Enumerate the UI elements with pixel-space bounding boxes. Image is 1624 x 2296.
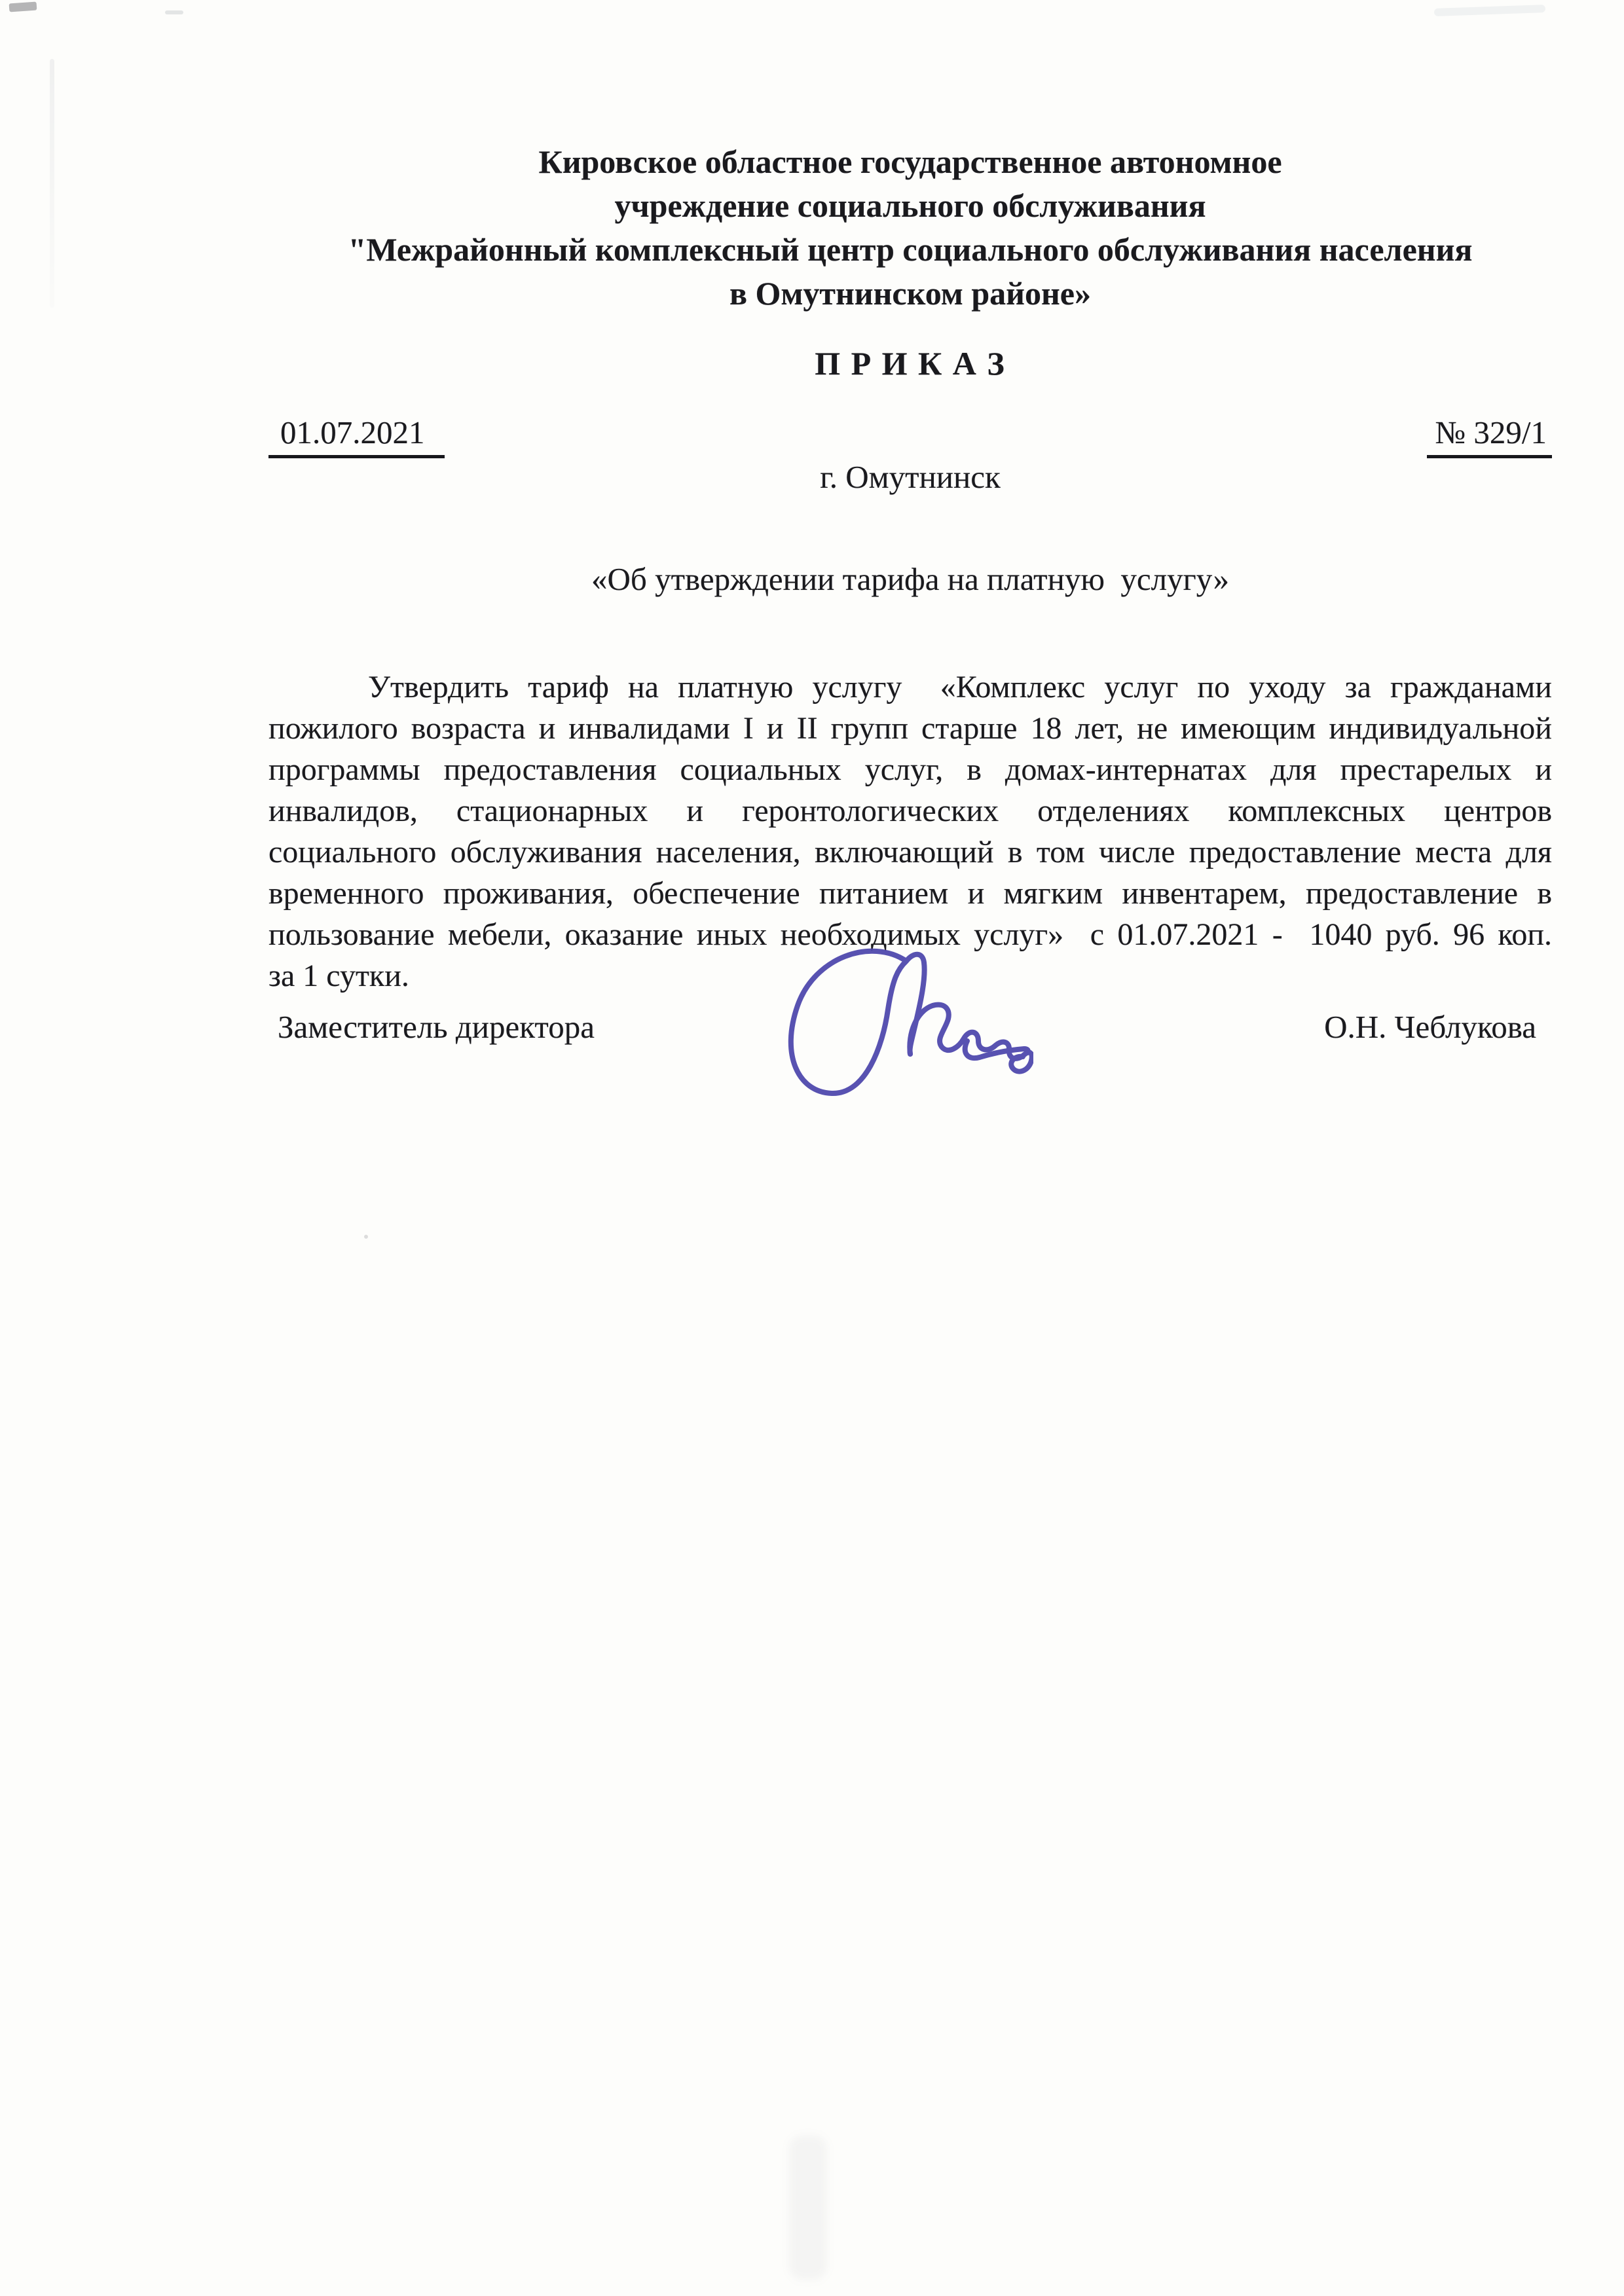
signatory-name: О.Н. Чеблукова — [1324, 1009, 1536, 1045]
order-text-line: временного проживания, обеспечение питанием и мягким инвентарем, предоставление в — [268, 876, 1552, 911]
document-subject: «Об утверждении тарифа на платную услугу» — [591, 561, 1229, 597]
order-text-line: социального обслуживания населения, включающий в том числе предоставление места для — [268, 835, 1552, 869]
organization-name-line: учреждение социального обслуживания — [614, 187, 1206, 224]
order-text-line: инвалидов, стационарных и геронтологических отделениях комплексных центров — [268, 793, 1552, 828]
scan-artifact — [1434, 5, 1545, 16]
order-text-line: программы предоставления социальных услуг, в домах-интернатах для престарелых и — [268, 752, 1552, 787]
organization-name-line: в Омутнинском районе» — [729, 275, 1091, 312]
document-type-title: П Р И К А З — [815, 345, 1006, 382]
signatory-position: Заместитель директора — [278, 1009, 595, 1045]
organization-name-line: "Межрайонный комплексный центр социального обслуживания населения — [348, 231, 1473, 268]
order-text-line: пожилого возраста и инвалидами I и II групп старше 18 лет, не имеющим индивидуальной — [268, 711, 1552, 746]
scan-artifact — [50, 59, 54, 308]
scan-artifact — [789, 2136, 827, 2280]
organization-name-line: Кировское областное государственное автономное — [538, 143, 1282, 180]
order-text-line: пользование мебели, оказание иных необходимых услуг» с 01.07.2021 - 1040 руб. 96 коп. — [268, 917, 1552, 952]
scan-artifact — [364, 1235, 368, 1239]
document-date: 01.07.2021 — [268, 412, 445, 458]
document-number: № 329/1 — [1427, 412, 1552, 458]
order-text-line: Утвердить тариф на платную услугу «Комплекс услуг по уходу за гражданами — [368, 670, 1552, 704]
order-text-line: за 1 сутки. — [268, 958, 409, 993]
document-city: г. Омутнинск — [820, 459, 1001, 495]
handwritten-signature — [771, 938, 1033, 1116]
meta-row — [268, 412, 1552, 458]
organization-name — [268, 140, 1552, 316]
scan-artifact — [165, 10, 183, 14]
scan-artifact — [9, 2, 37, 12]
